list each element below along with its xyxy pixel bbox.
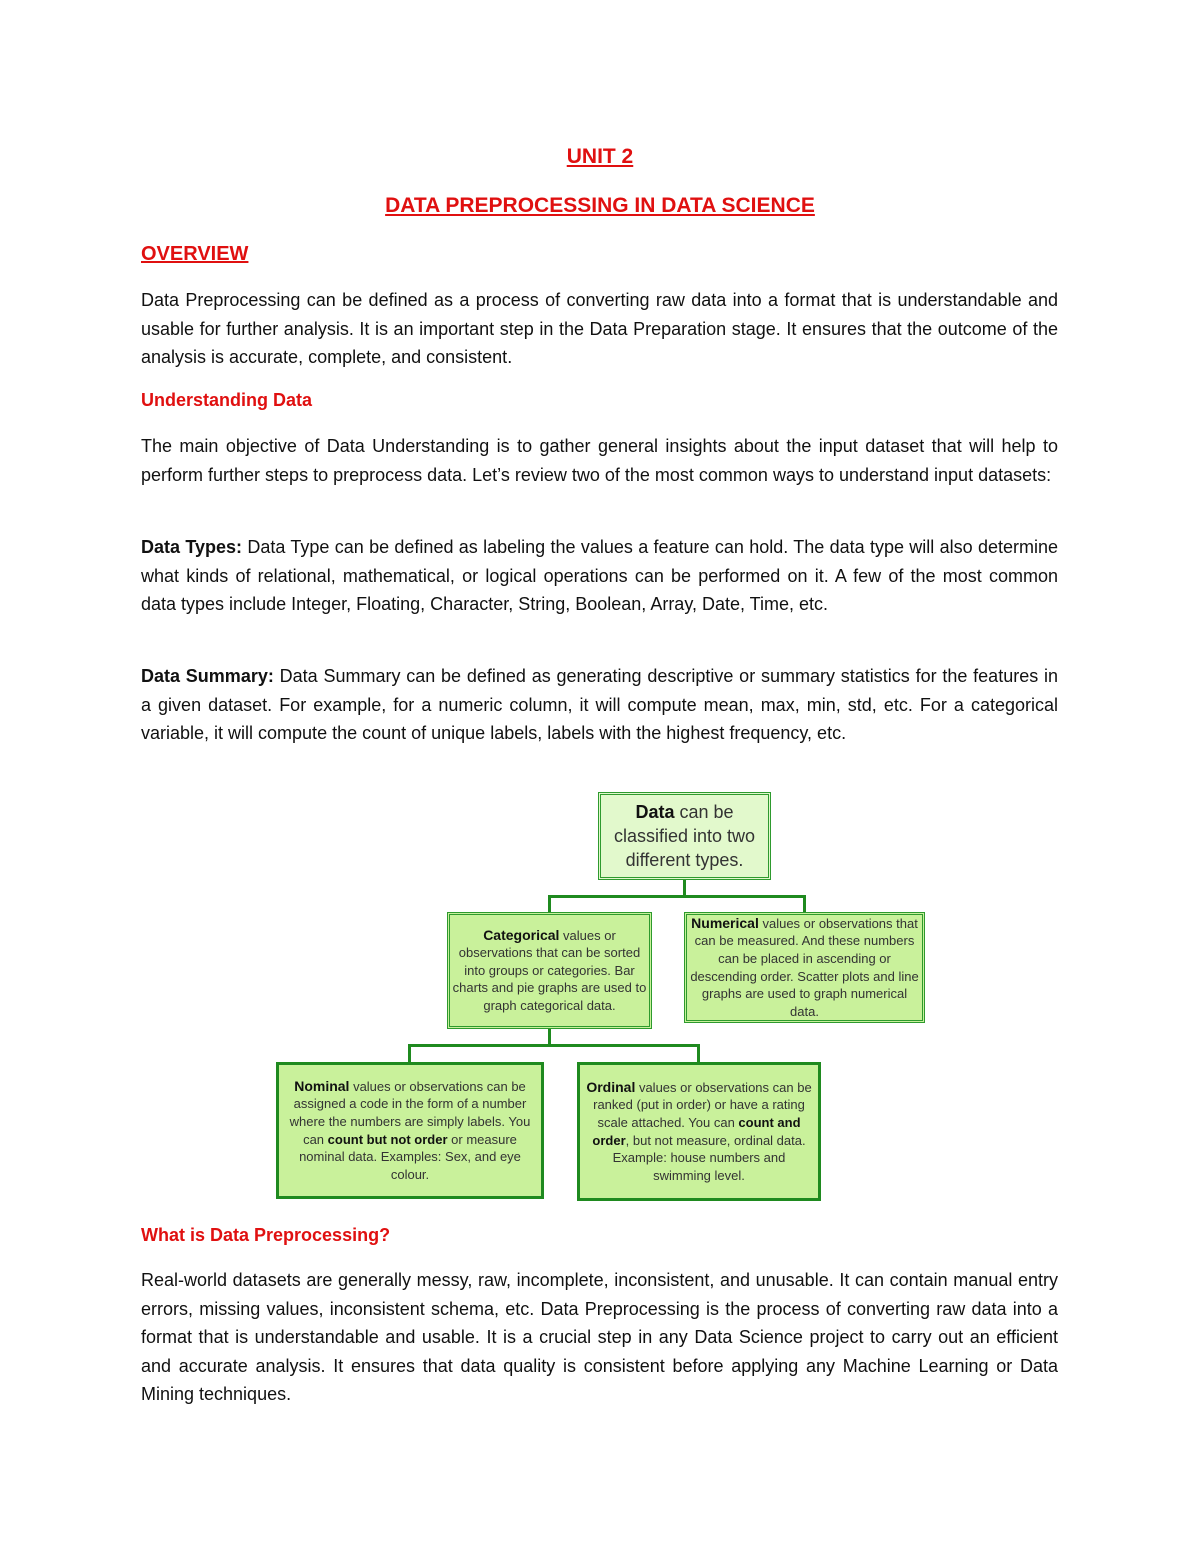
nominal-bold: Nominal — [294, 1077, 350, 1094]
root-text: can be classified into two different types. — [613, 802, 756, 870]
numerical-text: values or observations that can be measured. And these numbers can be placed in ascending or descending order. Scatter plots and line graphs are used to graph numerical data. — [690, 915, 919, 1019]
overview-heading: OVERVIEW — [141, 243, 249, 265]
data-summary-text: Data Summary can be defined as generating descriptive or summary statistics for the features in a given dataset. For example, for a numeric column, it will compute mean, max, min, std, etc. For a categorical variable, it will compute the count of unique labels, labels with the highest frequency, etc. — [141, 666, 1059, 744]
nominal-bold2: count but not order — [327, 1131, 448, 1147]
ordinal-text: values or observations can be ranked (put in order) or have a rating scale attached. You can — [593, 1079, 812, 1130]
data-types-text: Data Type can be defined as labeling the values a feature can hold. The data type will also determine what kinds of relational, mathematical, or logical operations can be performed on it. A few of the most common data types include Integer, Floating, Character, String, Boolean, Array, Date, Time, etc. — [141, 537, 1059, 615]
numerical-bold: Numerical — [691, 914, 759, 931]
understanding-paragraph: The main objective of Data Understanding is to gather general insights about the input dataset that will help to perform further steps to preprocess data. Let’s review two of the most common ways to understand input datasets: — [141, 436, 1058, 485]
ordinal-box — [577, 1062, 821, 1201]
nominal-text: values or observations can be assigned a code in the form of a number where the numbers are simply labels. You can — [289, 1078, 531, 1147]
ordinal-bold: Ordinal — [586, 1078, 636, 1095]
data-types-label: Data Types: — [141, 537, 243, 557]
nominal-text2: or measure nominal data. Examples: Sex, and eye colour. — [299, 1131, 521, 1182]
preprocessing-paragraph: Real-world datasets are generally messy, raw, incomplete, inconsistent, and unusable. It can contain manual entry errors, missing values, inconsistent schema, etc. Data Preprocessing is the process of converting raw data into a format that is understandable and usable. It is a crucial step in any Data Science project to carry out an efficient and accurate analysis. It ensures that data quality is consistent before applying any Machine Learning or Data Mining techniques. — [141, 1270, 1058, 1405]
categorical-box — [447, 912, 652, 1029]
understanding-heading: Understanding Data — [141, 390, 313, 410]
document-title: DATA PREPROCESSING IN DATA SCIENCE — [385, 194, 815, 217]
data-summary-label: Data Summary: — [141, 666, 274, 686]
data-summary-paragraph — [141, 662, 1058, 748]
unit-heading: UNIT 2 — [566, 145, 634, 168]
data-types-paragraph — [141, 533, 1058, 619]
connector — [548, 895, 551, 913]
connector — [803, 895, 806, 913]
connector — [408, 1044, 700, 1047]
connector — [697, 1044, 700, 1063]
preprocessing-heading: What is Data Preprocessing? — [141, 1225, 391, 1245]
nominal-box — [276, 1062, 544, 1199]
root-box — [598, 792, 771, 880]
root-bold: Data — [635, 802, 675, 822]
categorical-text: values or observations that can be sorted into groups or categories. Bar charts and pie graphs are used to graph categorical data. — [452, 927, 647, 1013]
numerical-box — [684, 912, 925, 1023]
categorical-bold: Categorical — [483, 926, 560, 943]
overview-paragraph: Data Preprocessing can be defined as a process of converting raw data into a format that is understandable and usable for further analysis. It is an important step in the Data Preparation stage. It ensures that the outcome of the analysis is accurate, complete, and consistent. — [141, 290, 1058, 368]
ordinal-bold2: count and order — [592, 1114, 801, 1148]
connector — [408, 1044, 411, 1063]
ordinal-text2: , but not measure, ordinal data. Example: house numbers and swimming level. — [612, 1132, 806, 1183]
connector — [548, 895, 806, 898]
